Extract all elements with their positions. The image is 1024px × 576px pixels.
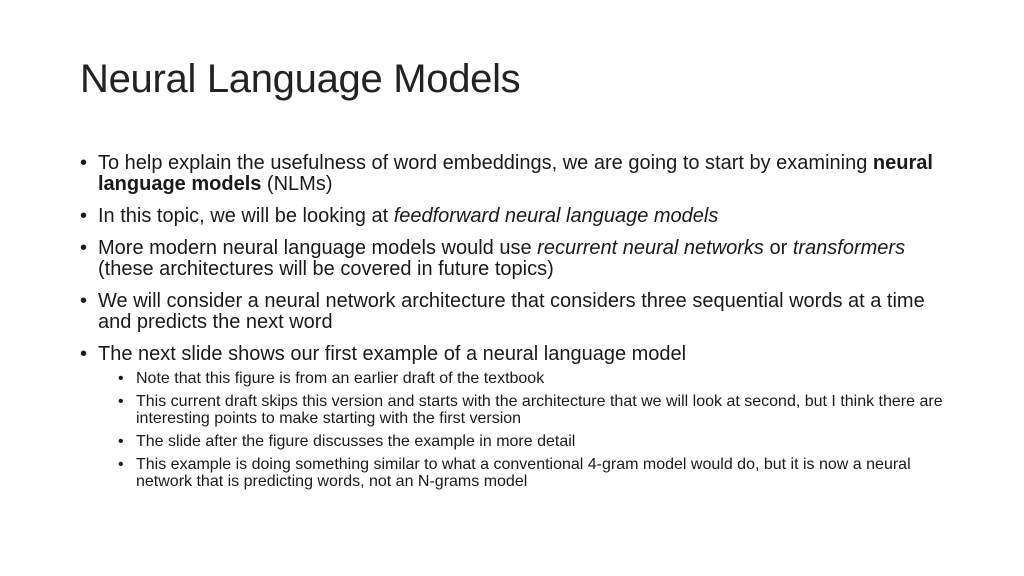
bullet-text: or <box>763 237 793 259</box>
bullet-item <box>80 291 960 333</box>
sub-bullet-text: This example is doing something similar to what a conventional 4-gram model would do, but it is now a neural network that is predicting words, not an N-grams model <box>136 456 911 490</box>
bullet-item <box>80 153 960 195</box>
bullet-list <box>80 153 960 490</box>
bullet-text-italic: transformers <box>792 237 906 259</box>
bullet-marker: • <box>80 290 88 312</box>
bullet-text: We will consider a neural network architecture that considers three sequential words at a time and predicts the next word <box>98 290 925 333</box>
bullet-marker: • <box>80 152 88 174</box>
bullet-marker: • <box>80 343 88 365</box>
sub-bullet-marker: • <box>118 456 124 473</box>
sub-bullet-item <box>118 393 960 427</box>
bullet-marker: • <box>80 237 88 259</box>
slide-title: Neural Language Models <box>80 57 521 101</box>
sub-bullet-item <box>118 456 960 490</box>
bullet-text: (these architectures will be covered in future topics) <box>98 258 554 280</box>
sub-bullet-marker: • <box>118 370 124 387</box>
sub-bullet-text: The slide after the figure discusses the example in more detail <box>136 433 576 450</box>
bullet-text: In this topic, we will be looking at <box>98 205 394 227</box>
bullet-marker: • <box>80 205 88 227</box>
bullet-text: More modern neural language models would use <box>98 237 538 259</box>
slide-content <box>80 153 960 501</box>
sub-bullet-item <box>118 370 960 387</box>
bullet-text-italic: feedforward neural language models <box>393 205 719 227</box>
sub-bullet-item <box>118 433 960 450</box>
sub-bullet-text: This current draft skips this version and starts with the architecture that we will look at second, but I think there are interesting points to make starting with the first version <box>136 393 943 427</box>
bullet-text: To help explain the usefulness of word embeddings, we are going to start by examining <box>98 152 873 174</box>
sub-bullet-text: Note that this figure is from an earlier draft of the textbook <box>136 370 545 387</box>
sub-bullet-marker: • <box>118 433 124 450</box>
bullet-text-bold: neural language models <box>98 152 933 195</box>
bullet-item <box>80 206 960 227</box>
bullet-item <box>80 344 960 490</box>
bullet-text-italic: recurrent neural networks <box>537 237 764 259</box>
sub-bullet-list <box>98 370 960 490</box>
bullet-text: (NLMs) <box>261 173 333 195</box>
bullet-text: The next slide shows our first example of a neural language model <box>98 343 687 365</box>
bullet-item <box>80 238 960 280</box>
sub-bullet-marker: • <box>118 393 124 410</box>
